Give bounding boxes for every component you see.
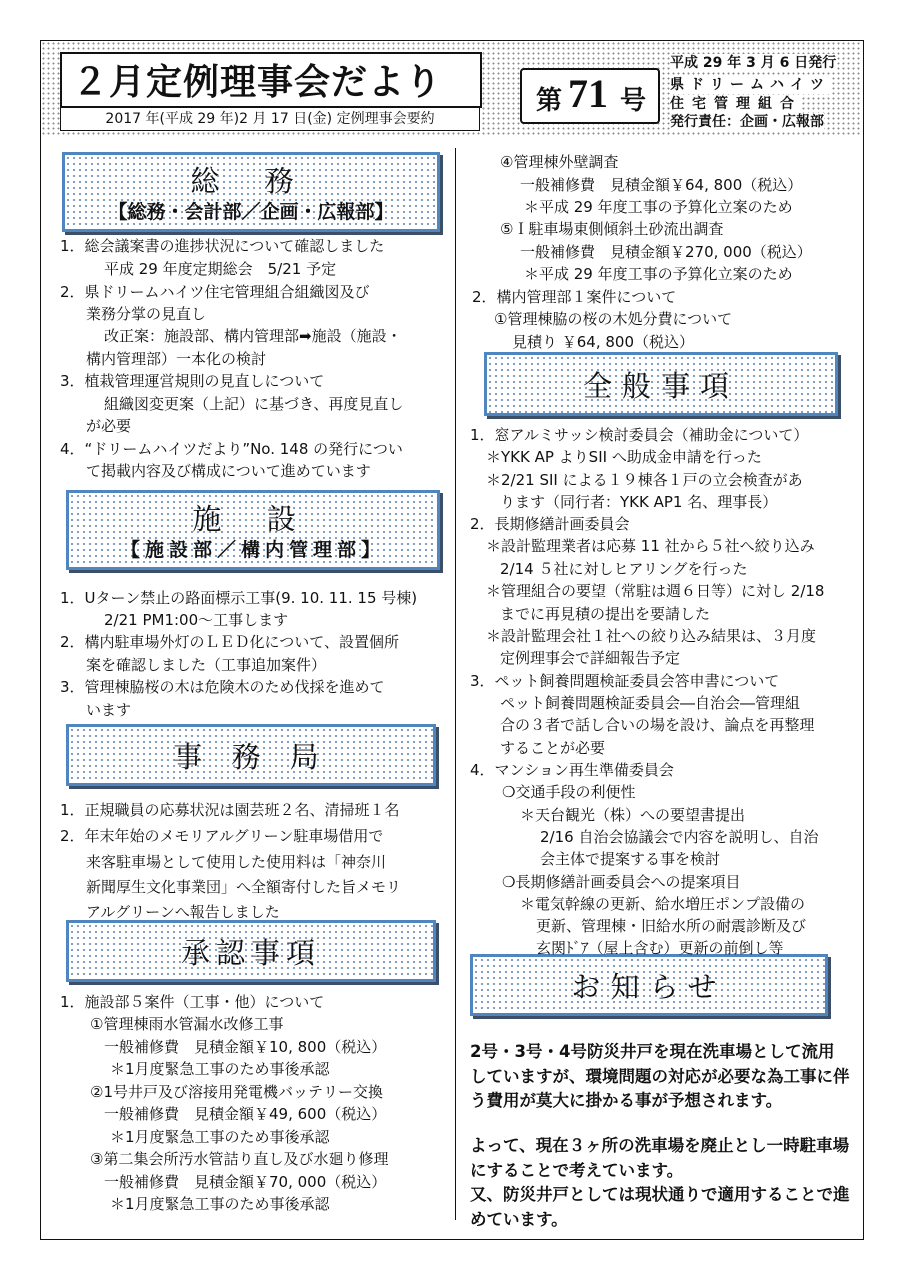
- text-line: 玄関ﾄﾞｱ（屋上含む）更新の前倒し等: [536, 939, 784, 957]
- text-line: 4．“ドリームハイツだより”No. 148 の発行につい: [60, 440, 403, 458]
- text-line: 1．正規職員の応募状況は園芸班２名、清掃班１名: [60, 801, 400, 819]
- text-line: ③第二集会所汚水管詰り直し及び水廻り修理: [90, 1150, 389, 1168]
- meeting-subtitle: 2017 年(平成 29 年)2 月 17 日(金) 定例理事会要約: [60, 107, 480, 131]
- publish-date: 平成 29 年 3 月 6 日発行: [670, 55, 837, 71]
- text-line: ＊設計監理業者は応募 11 社から５社へ絞り込み: [486, 537, 815, 555]
- text-line: 一般補修費 見積金額￥49, 600（税込）: [104, 1105, 387, 1123]
- issue-number-box: [520, 68, 660, 124]
- text-line: 2．構内駐車場外灯のＬＥＤ化について、設置個所: [60, 633, 399, 651]
- banner-zenpan: [484, 352, 838, 416]
- text-line: ＊1月度緊急工事のため事後承認: [110, 1060, 330, 1078]
- text-line: 更新、管理棟・旧給水所の耐震診断及び: [536, 917, 807, 935]
- banner-shonin-heading: 承認事項: [180, 936, 321, 970]
- newsletter-title: ２月定例理事会だより: [72, 62, 443, 103]
- banner-shisetsu: [66, 490, 440, 570]
- text-line: 合の３者で話し合いの場を設け、論点を再整理: [500, 716, 815, 734]
- text-line: 会主体で提案する事を検討: [540, 850, 721, 868]
- text-line: 2/16 自治会協議会で内容を説明し、自治: [540, 828, 819, 846]
- org-name-line2: 住宅管理組合: [670, 96, 802, 112]
- banner-jimukyoku-heading: 事 務 局: [173, 740, 329, 774]
- text-line: ＊1月度緊急工事のため事後承認: [110, 1128, 330, 1146]
- text-line: 1．総会議案書の進捗状況について確認しました: [60, 237, 385, 255]
- banner-somu: [62, 152, 440, 232]
- notice-paragraph-3: 又、防災井戸としては現状通りで適用することで進めています。: [470, 1185, 850, 1229]
- publish-responsible: 発行責任：企画・広報部: [670, 114, 824, 130]
- banner-somu-heading: 総 務: [190, 164, 312, 198]
- banner-shisetsu-sub: 【施設部／構内管理部】: [120, 539, 385, 561]
- text-line: 一般補修費 見積金額￥10, 800（税込）: [104, 1038, 387, 1056]
- text-line: ＊平成 29 年度工事の予算化立案のため: [524, 198, 793, 216]
- text-line: ＊電気幹線の更新、給水増圧ポンプ設備の: [520, 895, 806, 913]
- notice-paragraph-2: よって、現在３ヶ所の洗車場を廃止とし一時駐車場にすることで考えています。: [470, 1136, 850, 1180]
- banner-somu-sub: 【総務・会計部／企画・広報部】: [108, 201, 394, 223]
- text-line: ＊設計監理会社１社への絞り込み結果は、３月度: [486, 627, 817, 645]
- text-line: 改正案：施設部、構内管理部➡施設（施設・: [104, 327, 402, 345]
- text-line: ります（同行者：YKK AP1 名、理事長）: [500, 493, 778, 511]
- text-line: ペット飼養問題検証委員会―自治会―管理組: [500, 694, 801, 712]
- text-line: 業務分掌の見直し: [86, 305, 207, 323]
- text-line: 3．ペット飼養問題検証委員会答申書について: [470, 672, 780, 690]
- text-line: ＊天台観光（株）への要望書提出: [520, 806, 746, 824]
- text-line: 定例理事会で詳細報告予定: [500, 649, 681, 667]
- text-line: までに再見積の提出を要請した: [500, 605, 711, 623]
- text-line: 1．Uターン禁止の路面標示工事(9. 10. 11. 15 号棟): [60, 589, 418, 607]
- banner-shonin: [66, 920, 436, 982]
- text-line: 2/14 ５社に対しヒアリングを行った: [500, 560, 748, 578]
- text-line: アルグリーンへ報告しました: [86, 903, 280, 921]
- text-line: 組織図変更案（上記）に基づき、再度見直し: [104, 395, 404, 413]
- text-line: ＊管理組合の要望（常駐は週６日等）に対し 2/18: [486, 582, 825, 600]
- text-line: 案を確認しました（工事追加案件）: [86, 656, 327, 674]
- text-line: ②1号井戸及び溶接用発電機バッテリー交換: [90, 1083, 383, 1101]
- text-line: 3．植栽管理運営規則の見直しについて: [60, 372, 325, 390]
- org-name-line1: 県ドリームハイツ: [670, 77, 830, 93]
- text-line: ①管理棟雨水管漏水改修工事: [90, 1015, 284, 1033]
- text-line: ④管理棟外壁調査: [500, 153, 619, 171]
- text-line: 3．管理棟脇桜の木は危険木のため伐採を進めて: [60, 678, 385, 696]
- text-line: ❍長期修繕計画委員会への提案項目: [502, 873, 741, 891]
- banner-jimukyoku: [66, 724, 436, 786]
- text-line: 1．窓アルミサッシ検討委員会（補助金について）: [470, 426, 809, 444]
- text-line: ＊YKK AP よりSII へ助成金申請を行った: [486, 448, 762, 466]
- text-line: することが必要: [500, 739, 606, 757]
- text-line: ❍交通手段の利便性: [502, 783, 636, 801]
- text-line: ⑤Ｉ駐車場東側傾斜土砂流出調査: [500, 220, 724, 238]
- text-line: 2/21 PM1:00～工事します: [104, 611, 289, 629]
- text-line: 一般補修費 見積金額￥70, 000（税込）: [104, 1173, 387, 1191]
- text-line: います: [86, 701, 132, 719]
- text-line: 2．構内管理部１案件について: [472, 288, 677, 306]
- banner-oshirase: [470, 954, 828, 1016]
- text-line: 2．県ドリームハイツ住宅管理組合組織図及び: [60, 283, 370, 301]
- text-line: が必要: [86, 417, 132, 435]
- text-line: ＊2/21 SII による１９棟各１戸の立会検査があ: [486, 471, 803, 489]
- text-line: ＊平成 29 年度工事の予算化立案のため: [524, 265, 793, 283]
- text-line: 1．施設部５案件（工事・他）について: [60, 993, 325, 1011]
- text-line: 構内管理部）一本化の検討: [86, 350, 267, 368]
- issue-suffix: 号: [620, 86, 647, 116]
- text-line: 一般補修費 見積金額￥270, 000（税込）: [520, 243, 812, 261]
- banner-zenpan-heading: 全般事項: [582, 369, 739, 403]
- text-line: 見積り ￥64, 800（税込）: [512, 333, 695, 351]
- text-line: ①管理棟脇の桜の木処分費について: [494, 310, 733, 328]
- issue-number: 71: [568, 71, 608, 116]
- text-line: 一般補修費 見積金額￥64, 800（税込）: [520, 176, 803, 194]
- text-line: ＊1月度緊急工事のため事後承認: [110, 1195, 330, 1213]
- issue-prefix: 第: [536, 86, 563, 116]
- text-line: 平成 29 年度定期総会 5/21 予定: [104, 260, 337, 278]
- column-divider: [455, 148, 456, 1220]
- banner-oshirase-heading: お知らせ: [571, 970, 727, 1004]
- text-line: 2．年末年始のメモリアルグリーン駐車場借用で: [60, 827, 384, 845]
- text-line: 新聞厚生文化事業団」へ全額寄付した旨メモリ: [86, 878, 402, 896]
- banner-shisetsu-heading: 施 設: [192, 502, 314, 536]
- text-line: 4．マンション再生準備委員会: [470, 761, 674, 779]
- notice-paragraph-1: 2号・3号・4号防災井戸を現在洗車場として流用していますが、環境問題の対応が必要な為工事に伴う費用が莫大に掛かる事が予想されます。: [470, 1042, 850, 1110]
- text-line: 来客駐車場として使用した使用料は「神奈川: [86, 853, 387, 871]
- text-line: 2．長期修繕計画委員会: [470, 515, 630, 533]
- text-line: て掲載内容及び構成について進めています: [86, 462, 371, 480]
